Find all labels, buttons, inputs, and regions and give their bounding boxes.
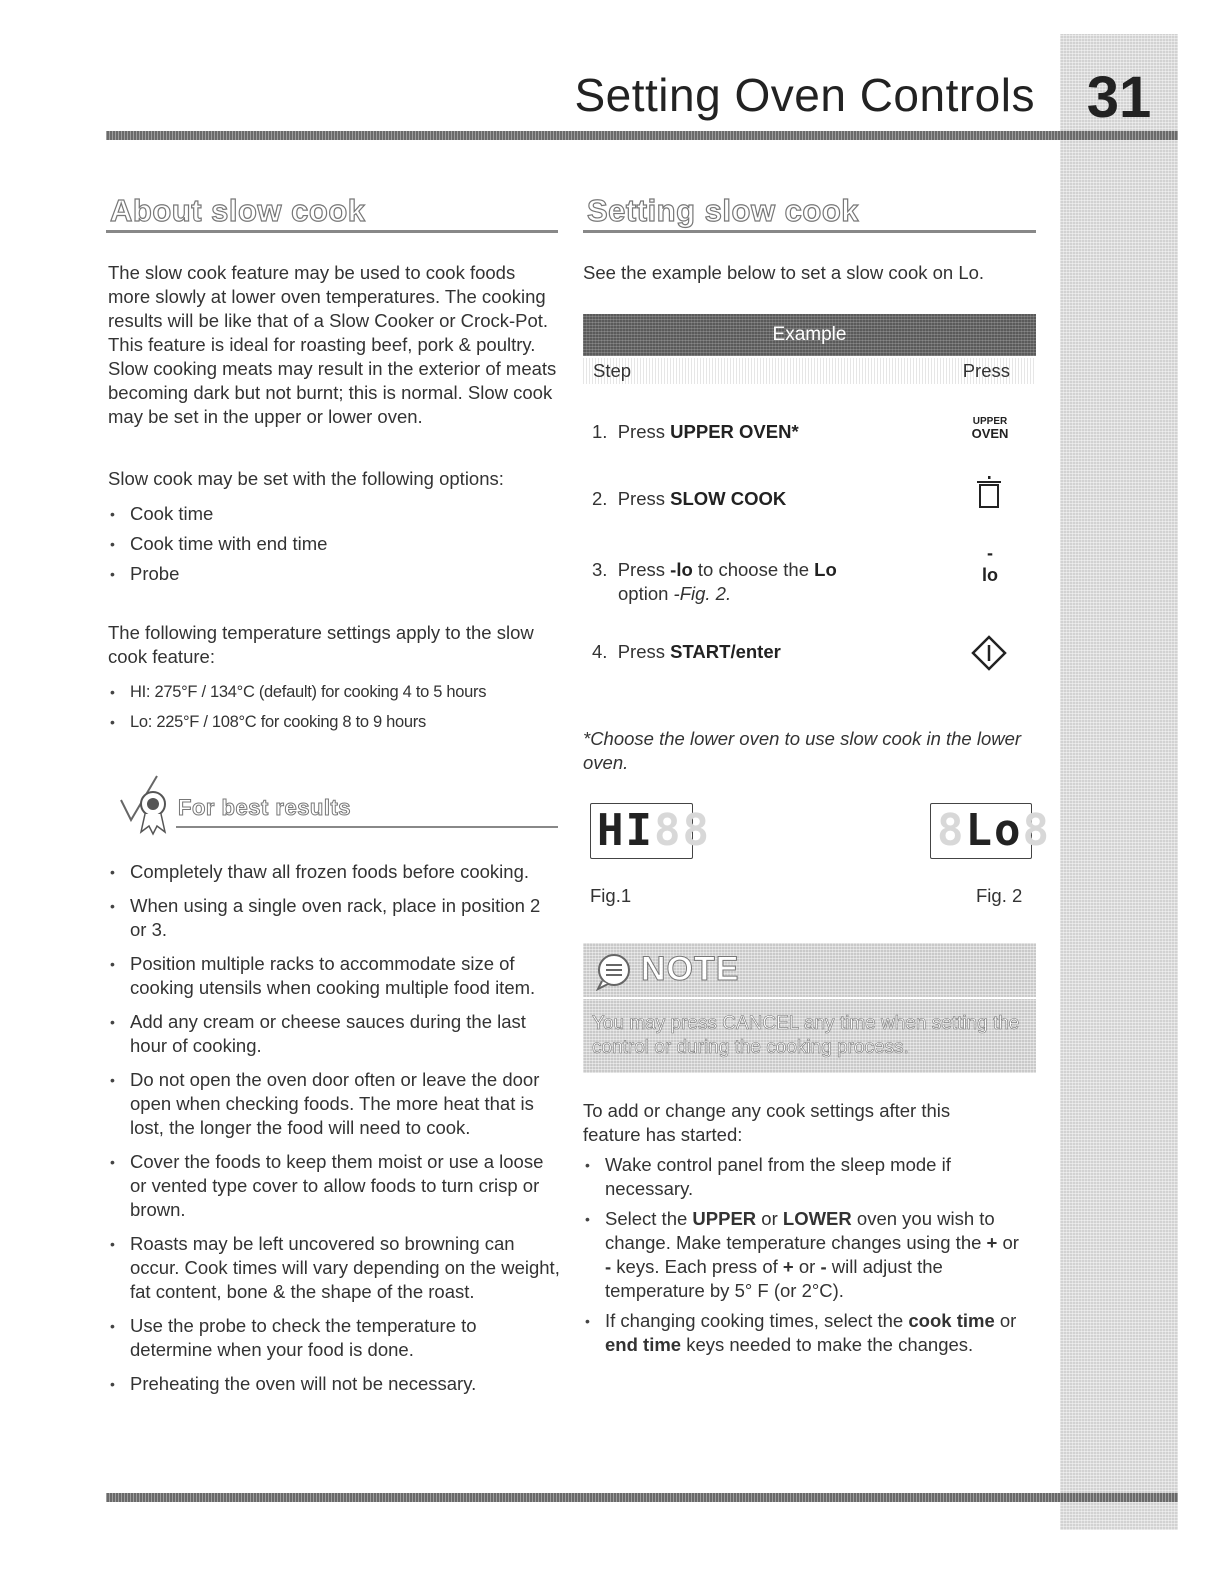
fig1-caption: Fig.1	[590, 885, 632, 906]
list-item-text: will adjust the temperature by 5° F (or 2°C).	[605, 1256, 943, 1301]
setting-intro: See the example below to set a slow cook on Lo.	[583, 262, 985, 283]
list-item-text: keys needed to make the changes.	[681, 1334, 974, 1355]
best-results-list	[108, 860, 560, 1396]
list-item: • HI: 275°F / 134°C (default) for cooking 4 to 5 hours	[108, 680, 558, 704]
about-heading: About slow cook	[110, 193, 366, 228]
best-results-heading: For best results	[178, 795, 352, 820]
step-3	[592, 558, 837, 606]
key-label-bottom: OVEN	[971, 426, 1009, 441]
display-unlit-digits: 8	[937, 805, 966, 856]
note-text: You may press CANCEL any time when setting the control or during the cooking process.	[592, 1013, 1020, 1058]
list-item	[583, 1153, 1028, 1201]
step-text: Press	[617, 488, 671, 509]
lower-keyword: LOWER	[782, 1208, 852, 1229]
key-label-top: UPPER	[972, 416, 1008, 427]
list-item: • When using a single oven rack, place in position 2 or 3.	[108, 894, 560, 942]
step-1	[592, 420, 799, 444]
about-intro: The slow cook feature may be used to cook foods more slowly at lower oven temperatures. The cooking results will be like that of a Slow Cooker or Crock-Pot. This feature is ideal for roasting beef, pork & poultry. Slow cooking meats may result in the exterior of meats becoming dark but not burnt; this is normal. Slow cook may be set in the upper or lower oven.	[108, 262, 557, 427]
list-item: • Use the probe to check the temperature to determine when your food is done.	[108, 1314, 560, 1362]
list-item: • Probe	[108, 562, 558, 586]
list-item	[583, 1309, 1028, 1357]
cook-time-keyword: cook time	[908, 1310, 995, 1331]
step-option-name: Lo	[814, 559, 837, 580]
minus-keyword: -	[605, 1256, 612, 1277]
start-diamond-icon	[971, 635, 1007, 671]
list-item: • Add any cream or cheese sauces during the last hour of cooking.	[108, 1010, 560, 1058]
step-number: 2.	[592, 488, 608, 509]
change-intro: To add or change any cook settings after this feature has started:	[583, 1100, 951, 1145]
options-intro: Slow cook may be set with the following options:	[108, 468, 504, 489]
list-item-text: Select the	[605, 1208, 693, 1229]
list-item: • Cook time with end time	[108, 532, 558, 556]
about-heading-rule	[106, 230, 558, 233]
step-key-name: UPPER OVEN*	[670, 421, 799, 442]
figure-reference: -Fig. 2.	[673, 583, 732, 604]
display-unlit-digits: 8	[1022, 805, 1051, 856]
end-time-keyword: end time	[605, 1334, 682, 1355]
step-text: Press	[617, 641, 671, 662]
list-item-text: keys. Each press of	[611, 1256, 783, 1277]
header-divider	[106, 131, 1178, 140]
list-item-text: Wake control panel from the sleep mode if necessary.	[605, 1154, 951, 1199]
step-number: 4.	[592, 641, 608, 662]
list-item: • Lo: 225°F / 108°C for cooking 8 to 9 hours	[108, 710, 558, 734]
lo-key	[970, 542, 1010, 586]
list-item-text: or	[994, 1310, 1017, 1331]
list-item-text: or	[997, 1232, 1019, 1253]
change-list	[583, 1153, 1028, 1357]
display-text: Lo	[965, 805, 1023, 856]
press-column-label: Press	[962, 360, 1010, 381]
minus-keyword: -	[820, 1256, 827, 1277]
note-divider	[583, 997, 1036, 999]
list-item: • Do not open the oven door often or leave the door open when checking foods. The more heat that is lost, the longer the food will need to cook.	[108, 1068, 560, 1140]
note-title: NOTE	[641, 950, 740, 988]
list-item	[583, 1207, 1028, 1303]
display-unlit-digits: 88	[653, 805, 711, 856]
temps-list	[108, 680, 558, 734]
plus-keyword: +	[782, 1256, 794, 1277]
step-key-name: -lo	[670, 559, 693, 580]
list-item-text: oven you wish to change. Make temperature changes using the	[605, 1208, 995, 1253]
list-item-text: If changing cooking times, select the	[605, 1310, 909, 1331]
step-2	[592, 487, 786, 511]
upper-oven-key	[962, 416, 1018, 441]
list-item: • Cover the foods to keep them moist or use a loose or vented type cover to allow foods to turn crisp or brown.	[108, 1150, 560, 1222]
options-list	[108, 502, 558, 586]
step-key-name: START/enter	[670, 641, 781, 662]
temp-intro: The following temperature settings apply to the slow cook feature:	[108, 622, 534, 667]
footer-divider	[106, 1493, 1178, 1502]
step-number: 3.	[592, 559, 608, 580]
upper-keyword: UPPER	[692, 1208, 757, 1229]
list-item: • Completely thaw all frozen foods before cooking.	[108, 860, 560, 884]
list-item: • Cook time	[108, 502, 558, 526]
step-text: to choose the	[692, 559, 815, 580]
step-text: option	[618, 583, 674, 604]
footnote: *Choose the lower oven to use slow cook in the lower oven.	[583, 728, 1022, 773]
slow-cook-pot-icon	[976, 476, 1002, 510]
list-item: • Position multiple racks to accommodate size of cooking utensils when cooking multiple food item.	[108, 952, 560, 1000]
step-text: Press	[617, 421, 671, 442]
setting-heading: Setting slow cook	[587, 193, 860, 228]
step-press-header	[583, 358, 1036, 384]
plus-keyword: +	[986, 1232, 998, 1253]
step-4	[592, 640, 781, 664]
page-number: 31	[1086, 65, 1152, 130]
list-item-text: or	[793, 1256, 821, 1277]
note-icon	[594, 951, 634, 991]
step-key-name: SLOW COOK	[670, 488, 787, 509]
display-text: HI	[597, 805, 654, 856]
key-label-top: -	[987, 543, 993, 563]
fig2-caption: Fig. 2	[976, 885, 1023, 906]
list-item: • Roasts may be left uncovered so browning can occur. Cook times will vary depending on the weight, fat content, bone & the shape of the roast.	[108, 1232, 560, 1304]
fig1-display	[590, 803, 711, 859]
setting-heading-rule	[583, 230, 1036, 233]
list-item-text: or	[756, 1208, 783, 1229]
example-header: Example	[583, 314, 1036, 356]
award-ribbon-icon	[117, 770, 175, 836]
list-item: • Preheating the oven will not be necessary.	[108, 1372, 560, 1396]
key-label-bottom: lo	[982, 565, 998, 585]
step-number: 1.	[592, 421, 608, 442]
page-title: Setting Oven Controls	[574, 69, 1035, 121]
step-column-label: Step	[593, 360, 632, 381]
best-results-rule	[176, 826, 558, 828]
side-tab-strip	[1060, 34, 1178, 1530]
fig2-display	[930, 803, 1051, 859]
step-text: Press	[617, 559, 671, 580]
